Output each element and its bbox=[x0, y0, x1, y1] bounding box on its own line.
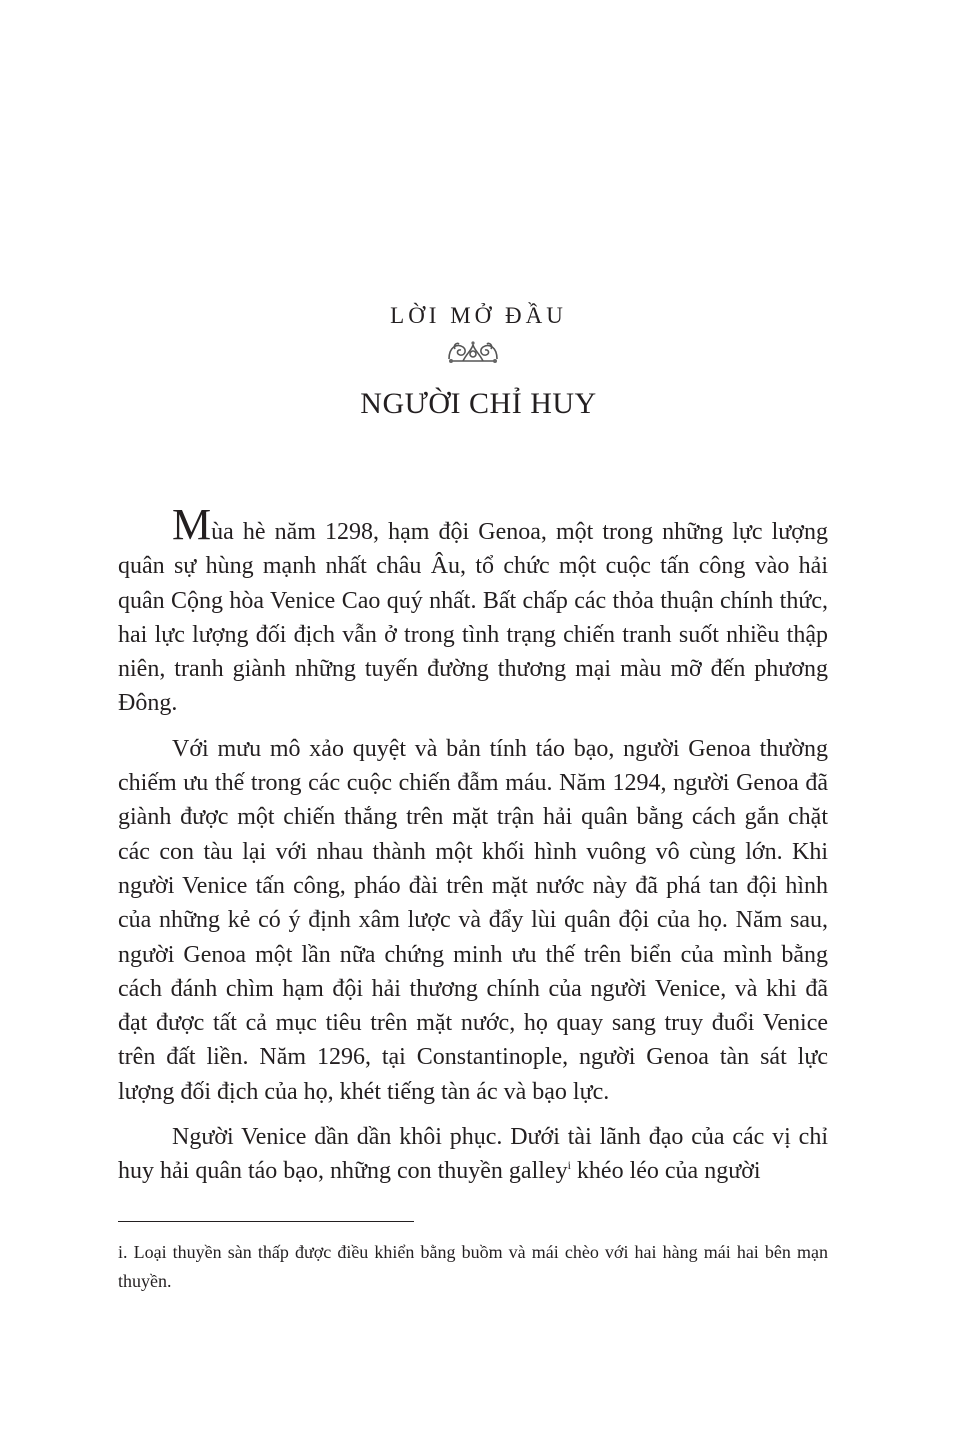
paragraph-3 bbox=[118, 1120, 828, 1189]
footnote-marker: i bbox=[567, 1158, 571, 1173]
paragraph-3-text-start: Người Venice dần dần khôi phục. Dưới tài lãnh đạo của các vị chỉ huy hải quân táo bạo, những con thuyền galley bbox=[118, 1124, 828, 1185]
paragraph-1 bbox=[118, 500, 828, 721]
footnote: i. Loại thuyền sàn thấp được điều khiển bằng buồm và mái chèo với hai hàng mái hai bên mạn thuyền. bbox=[118, 1242, 828, 1291]
chapter-title: NGƯỜI CHỈ HUY bbox=[360, 387, 597, 420]
paragraph-1-text: ùa hè năm 1298, hạm đội Genoa, một trong những lực lượng quân sự hùng mạnh nhất châu Âu, tổ chức một cuộc tấn công vào hải quân Cộng hòa Venice Cao quý nhất. Bất chấp các thỏa thuận chính thức, hai lực lượng đối địch vẫn ở trong tình trạng chiến tranh suốt nhiều thập niên, tranh giành những tuyến đường thương mại màu mỡ đến phương Đông. bbox=[118, 519, 828, 717]
paragraph-2: Với mưu mô xảo quyệt và bản tính táo bạo, người Genoa thường chiếm ưu thế trong các cuộc chiến đẫm máu. Năm 1294, người Genoa đã giành được một chiến thắng trên mặt trận hải quân bằng cách gắn chặt các con tàu lại với nhau thành một khối hình vuông vô cùng lớn. Khi người Venice tấn công, pháo đài trên mặt nước này đã phá tan đội hình của những kẻ có ý định xâm lược và đẩy lùi quân đội của họ. Năm sau, người Genoa một lần nữa chứng minh ưu thế trên biển của mình bằng cách đánh chìm hạm đội hải thương chính của người Venice, và khi đã đạt được tất cả mục tiêu trên mặt nước, họ quay sang truy đuổi Venice trên đất liền. Năm 1296, tại Constantinople, người Genoa tàn sát lực lượng đối địch của họ, khét tiếng tàn ác và bạo lực. bbox=[118, 735, 828, 1105]
body-text bbox=[118, 500, 828, 1200]
paragraph-3-text-end: khéo léo của người bbox=[570, 1158, 761, 1185]
drop-cap: M bbox=[172, 500, 212, 549]
footnote-divider bbox=[118, 1221, 414, 1222]
chapter-label: LỜI MỞ ĐẦU bbox=[390, 303, 567, 328]
floral-ornament-icon bbox=[445, 339, 501, 365]
